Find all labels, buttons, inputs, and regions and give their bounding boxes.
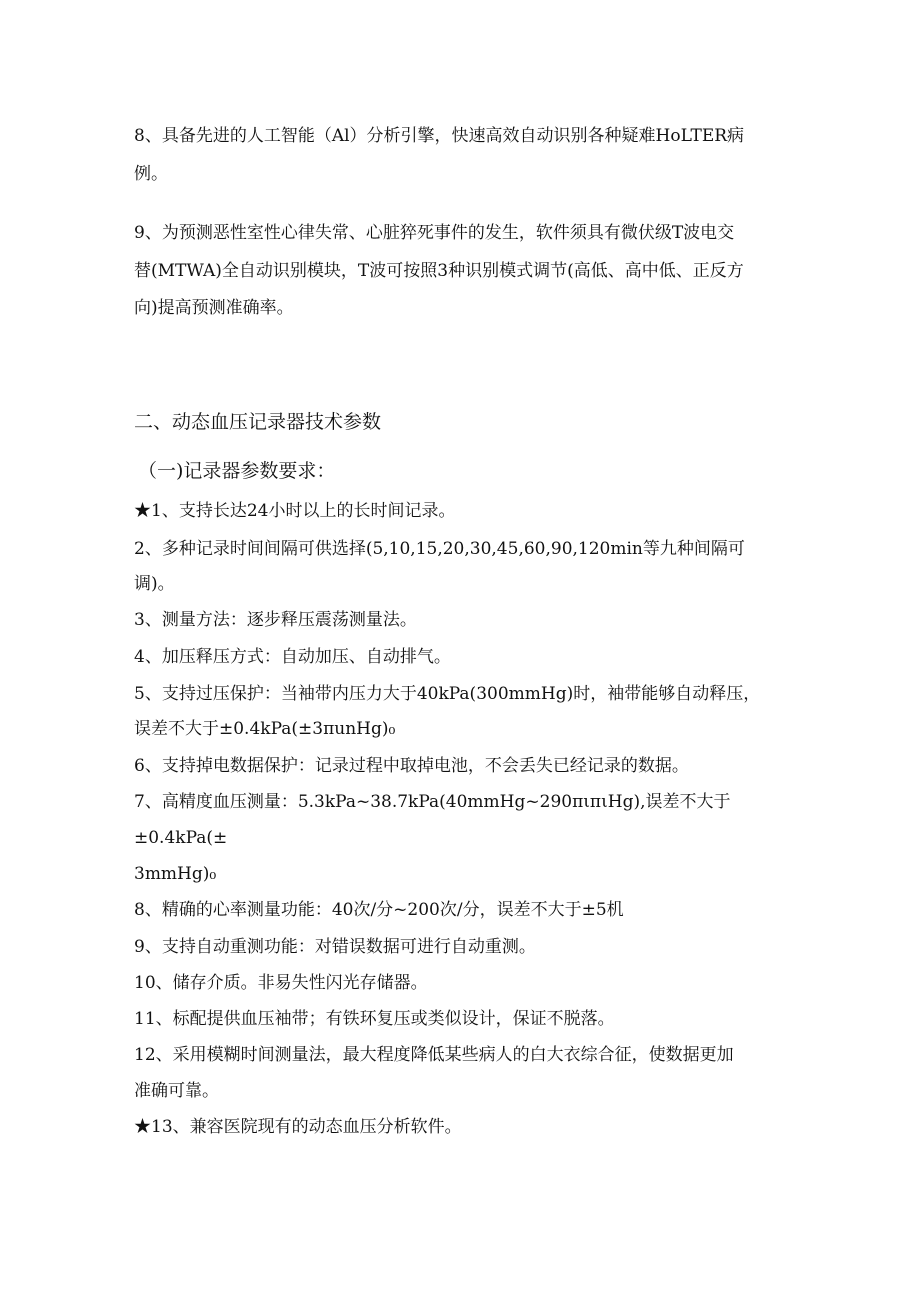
requirement-line: ★13、兼容医院现有的动态血压分析软件。 bbox=[134, 1117, 462, 1137]
requirement-line: 12、采用模糊时间测量法，最大程度降低某些病人的白大衣综合征，使数据更加 bbox=[134, 1045, 734, 1065]
requirement-line: 10、储存介质。非易失性闪光存储器。 bbox=[134, 973, 428, 993]
requirement-line: 5、支持过压保护：当袖带内压力大于40kPa(300mmHg)时，袖带能够自动释压， bbox=[134, 684, 761, 704]
requirement-line: 误差不大于±0.4kPa(±3πunHg)₀ bbox=[134, 719, 396, 739]
intro-item-9-line-3: 向)提高预测准确率。 bbox=[134, 298, 294, 318]
section-title: 二、动态血压记录器技术参数 bbox=[134, 411, 382, 433]
intro-item-9-line-2: 替(MTWA)全自动识别模块，T波可按照3种识别模式调节(高低、高中低、正反方 bbox=[134, 261, 744, 281]
requirement-line: 11、标配提供血压袖带；有铁环复压或类似设计，保证不脱落。 bbox=[134, 1009, 615, 1029]
requirement-line: 6、支持掉电数据保护：记录过程中取掉电池，不会丢失已经记录的数据。 bbox=[134, 756, 689, 776]
intro-item-8-line-2: 例。 bbox=[134, 164, 168, 184]
requirement-line: 准确可靠。 bbox=[134, 1081, 219, 1101]
subsection-title: （一)记录器参数要求： bbox=[138, 460, 336, 482]
requirement-line: 2、多种记录时间间隔可供选择(5,10,15,20,30,45,60,90,120min等九种间隔可 bbox=[134, 539, 745, 559]
requirement-line: ±0.4kPa(± bbox=[134, 828, 228, 848]
requirement-line: 8、精确的心率测量功能：40次/分~200次/分，误差不大于±5机 bbox=[134, 900, 624, 920]
requirement-line: 3、测量方法：逐步释压震荡测量法。 bbox=[134, 610, 417, 630]
requirement-line: 7、高精度血压测量：5.3kPa~38.7kPa(40mmHg~290πιπιHg),误差不大于 bbox=[134, 792, 731, 812]
requirement-line: 3mmHg)₀ bbox=[134, 864, 217, 884]
intro-item-8-line-1: 8、具备先进的人工智能（Al）分析引擎，快速高效自动识别各种疑难HoLTER病 bbox=[134, 126, 745, 146]
requirement-line: 4、加压释压方式：自动加压、自动排气。 bbox=[134, 647, 451, 667]
requirement-line: ★1、支持长达24小时以上的长时间记录。 bbox=[134, 501, 456, 521]
intro-item-9-line-1: 9、为预测恶性室性心律失常、心脏猝死事件的发生，软件须具有微伏级T波电交 bbox=[134, 223, 735, 243]
requirement-line: 9、支持自动重测功能：对错误数据可进行自动重测。 bbox=[134, 937, 536, 957]
requirement-line: 调)。 bbox=[134, 574, 175, 594]
